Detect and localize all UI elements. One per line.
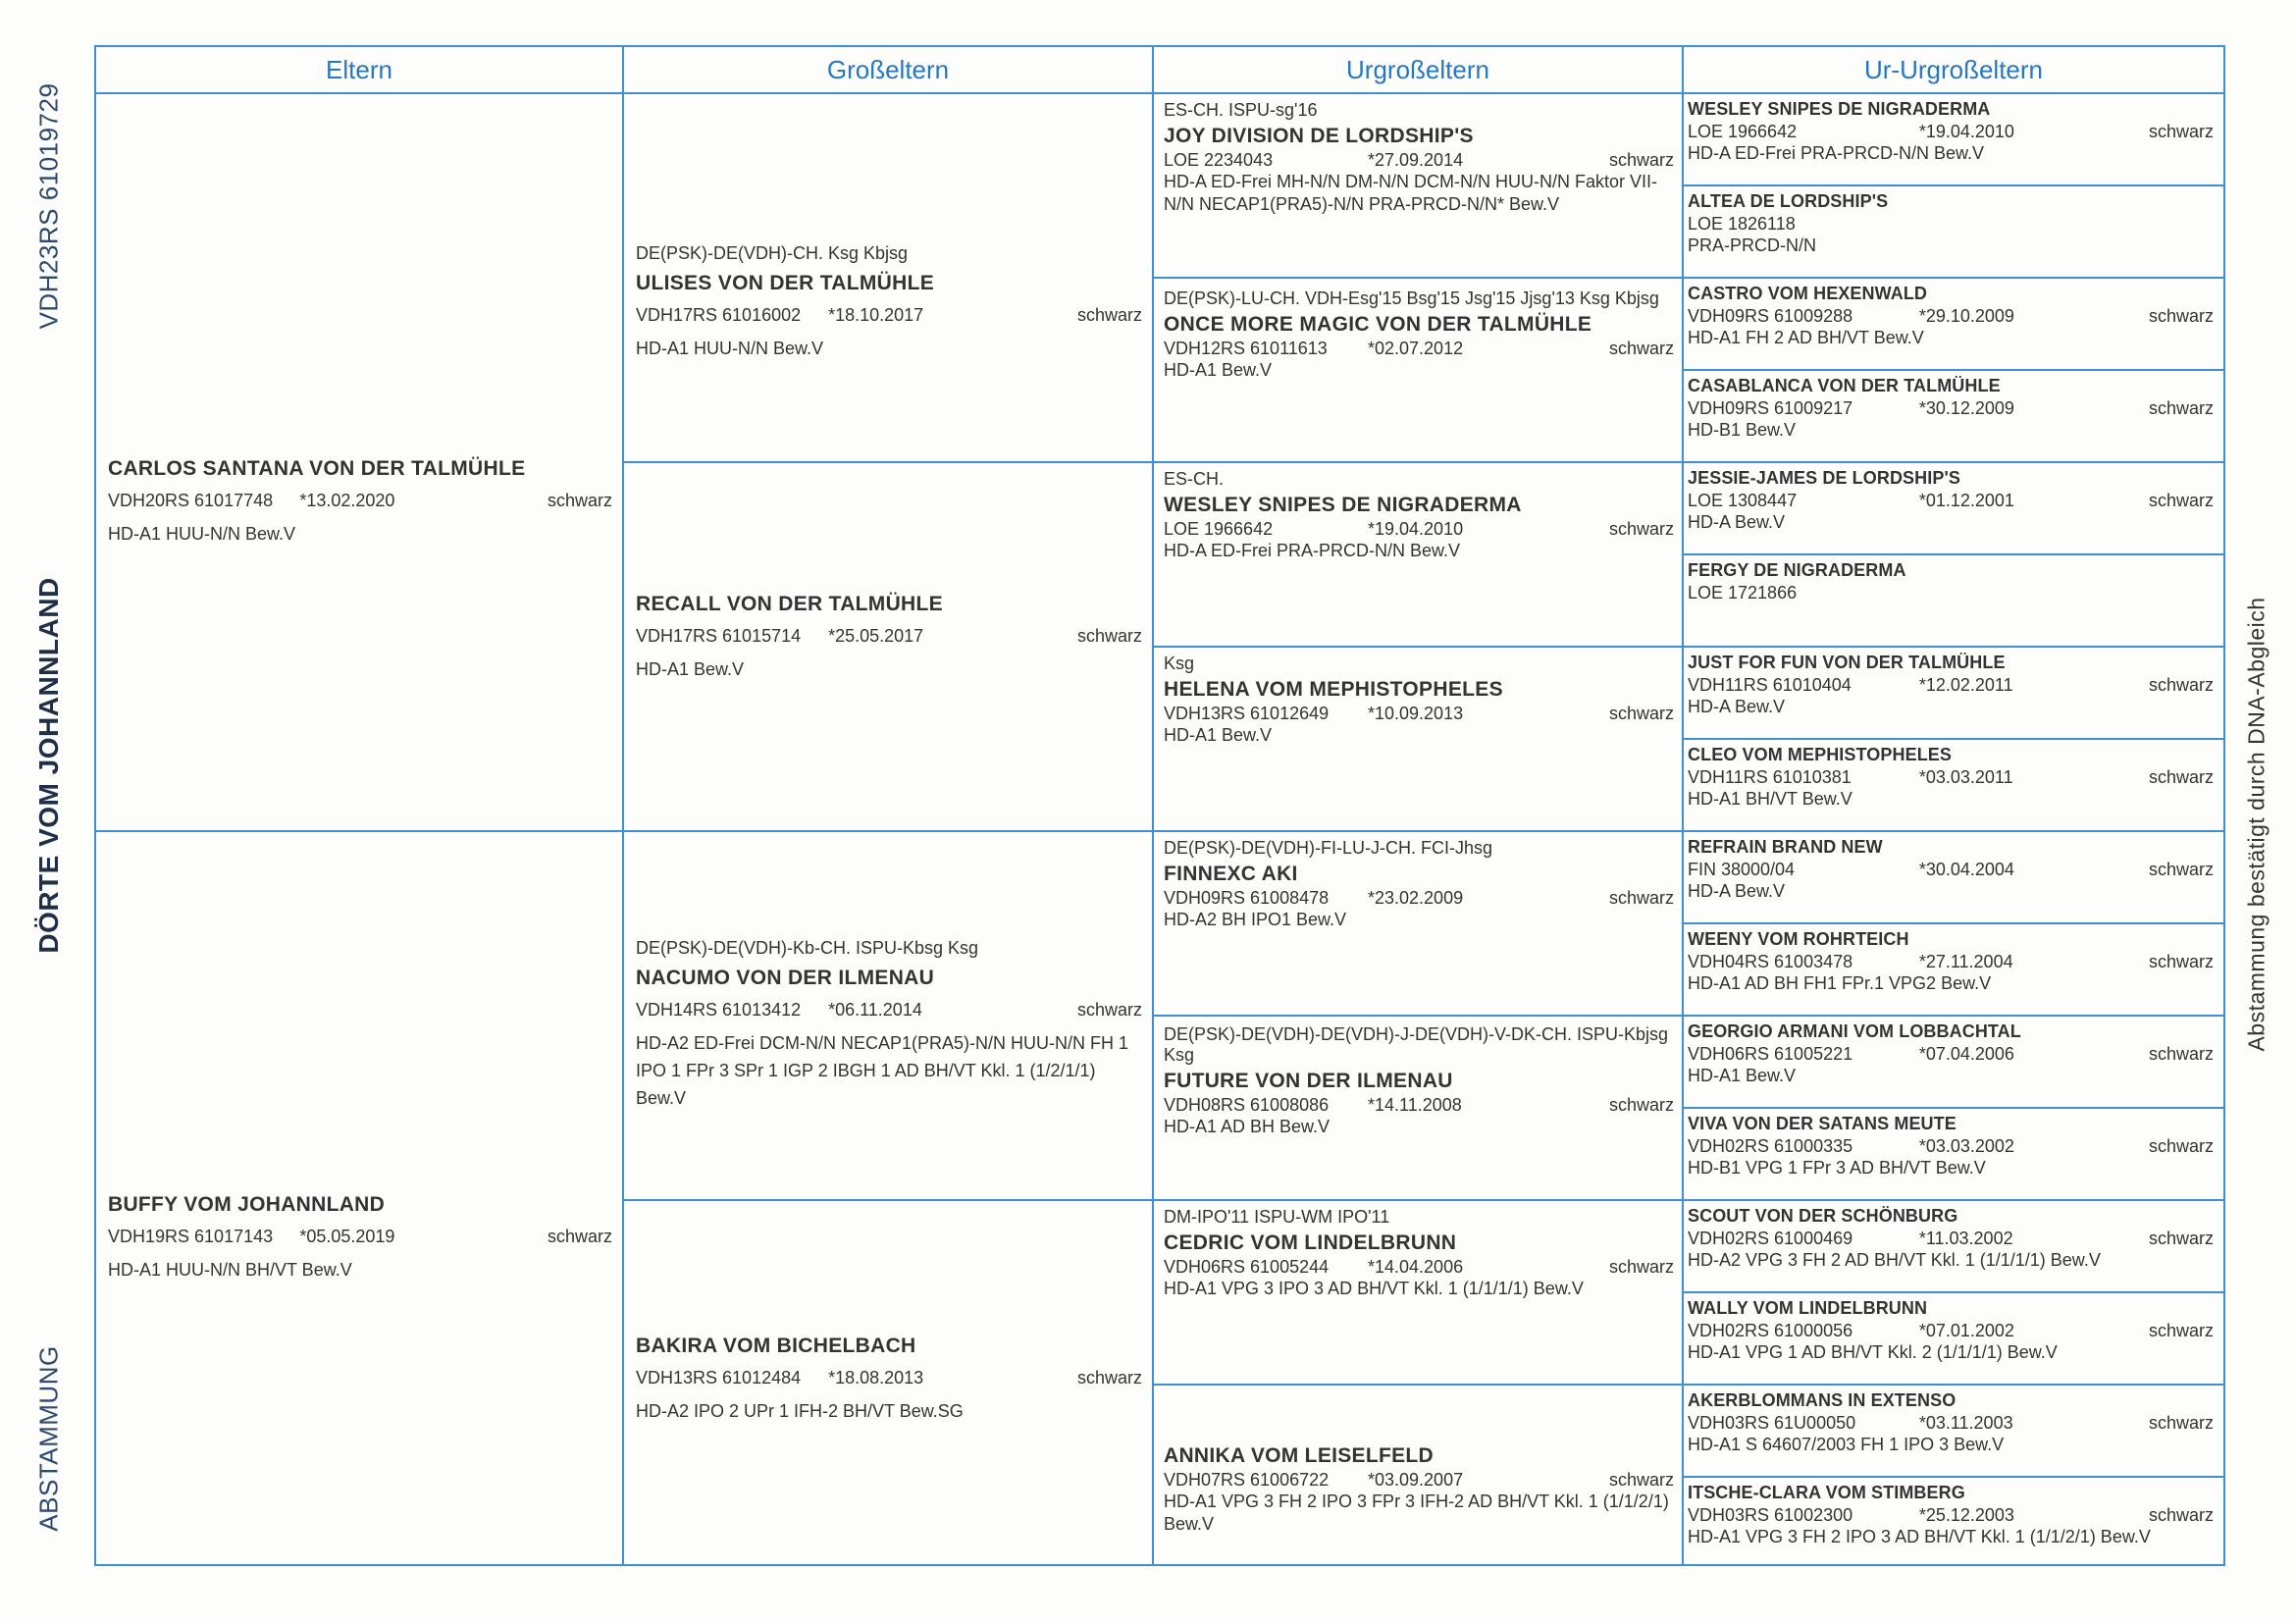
great-grandparent-cell [1154, 94, 1684, 279]
registration: VDH09RS 61009288 [1688, 306, 1853, 326]
registration: VDH12RS 61011613 [1164, 339, 1328, 358]
registration: VDH02RS 61000335 [1688, 1136, 1853, 1156]
coat-color: schwarz [1076, 305, 1142, 325]
coat-color: schwarz [1608, 1095, 1674, 1115]
registration-line [636, 305, 1142, 326]
health-results: HD-B1 VPG 1 FPr 3 AD BH/VT Bew.V [1688, 1158, 1986, 1178]
great-great-grandparent-cell [1684, 186, 2223, 279]
header-parents: Eltern [96, 47, 624, 92]
grandparent-cell [624, 463, 1154, 832]
birth-date: *19.04.2010 [1918, 122, 2014, 141]
pedigree-entry [1684, 1298, 2223, 1364]
coat-color: schwarz [1608, 888, 1674, 908]
birth-date: *30.12.2009 [1918, 398, 2014, 418]
dog-name: NACUMO VON DER ILMENAU [636, 967, 935, 989]
dog-name: JESSIE-JAMES DE LORDSHIP'S [1688, 468, 1960, 488]
health-results: HD-A1 Bew.V [636, 659, 745, 679]
coat-color: schwarz [1608, 1470, 1674, 1490]
birth-date: *19.04.2010 [1368, 519, 1464, 539]
great-great-grandparent-cell [1684, 924, 2223, 1017]
dog-name: ALTEA DE LORDSHIP'S [1688, 191, 1889, 211]
dog-name: ANNIKA VOM LEISELFELD [1164, 1444, 1435, 1467]
great-grandparent-cell [1154, 463, 1684, 648]
dog-name: CASTRO VOM HEXENWALD [1688, 284, 1928, 303]
registration-line [636, 1000, 1142, 1021]
great-grandparent-cell [1154, 648, 1684, 832]
dog-name: ONCE MORE MAGIC VON DER TALMÜHLE [1164, 313, 1592, 336]
great-grandparent-cell [1154, 1017, 1684, 1201]
registration: VDH08RS 61008086 [1164, 1095, 1330, 1115]
pedigree-entry [1154, 838, 1682, 931]
birth-date: *10.09.2013 [1368, 704, 1464, 723]
coat-color: schwarz [2148, 1413, 2214, 1433]
dog-name: REFRAIN BRAND NEW [1688, 837, 1883, 857]
birth-date: *27.09.2014 [1368, 150, 1464, 170]
registration-line [1688, 583, 2214, 603]
dog-name: CEDRIC VOM LINDELBRUNN [1164, 1231, 1457, 1254]
header-great-grandparents: Urgroßeltern [1154, 47, 1684, 92]
dog-name: ITSCHE-CLARA VOM STIMBERG [1688, 1483, 1965, 1502]
registration-line [1164, 1095, 1674, 1116]
dog-name: FERGY DE NIGRADERMA [1688, 560, 1906, 580]
health-results: HD-A1 BH/VT Bew.V [1688, 789, 1852, 809]
pedigree-entry [1684, 560, 2223, 603]
registration: LOE 1721866 [1688, 583, 1798, 602]
great-grandparent-cell [1154, 1201, 1684, 1386]
pedigree-entry [1684, 745, 2223, 811]
birth-date: *02.07.2012 [1368, 339, 1464, 358]
dog-name: FUTURE VON DER ILMENAU [1164, 1070, 1453, 1092]
coat-color: schwarz [1608, 519, 1674, 539]
coat-color: schwarz [547, 491, 612, 510]
header-grandparents: Großeltern [624, 47, 1154, 92]
great-great-grandparent-cell [1684, 1017, 2223, 1109]
health-results: HD-A1 HUU-N/N BH/VT Bew.V [108, 1260, 352, 1280]
health-results: HD-A Bew.V [1688, 512, 1786, 532]
great-great-grandparent-cell [1684, 1478, 2223, 1564]
health-results: HD-A1 FH 2 AD BH/VT Bew.V [1688, 328, 1924, 347]
registration-line [1688, 1044, 2214, 1065]
registration: VDH19RS 61017143 [108, 1227, 274, 1246]
parent-cell [96, 832, 624, 1564]
great-great-grandparent-cell [1684, 94, 2223, 186]
registration: VDH04RS 61003478 [1688, 952, 1853, 971]
health-results: HD-A1 VPG 3 FH 2 IPO 3 FPr 3 IFH-2 AD BH/VT Kkl. 1 (1/1/2/1) Bew.V [1164, 1492, 1669, 1535]
health-results: HD-A1 Bew.V [1164, 360, 1273, 380]
registration-line [1164, 339, 1674, 359]
pedigree-entry [1684, 284, 2223, 349]
birth-date: *06.11.2014 [828, 1000, 922, 1020]
registration-line [1688, 1321, 2214, 1341]
health-results: HD-A2 VPG 3 FH 2 AD BH/VT Kkl. 1 (1/1/1/1) Bew.V [1688, 1250, 2101, 1270]
great-great-grandparent-cell [1684, 279, 2223, 371]
great-great-grandparent-cell [1684, 371, 2223, 463]
dog-name: CASABLANCA VON DER TALMÜHLE [1688, 376, 2001, 395]
registration: VDH20RS 61017748 [108, 491, 274, 510]
birth-date: *25.12.2003 [1918, 1505, 2014, 1525]
pedigree-entry [1684, 1390, 2223, 1456]
coat-color: schwarz [2148, 398, 2214, 418]
birth-date [1919, 583, 2214, 603]
pedigree-entry [1154, 654, 1682, 747]
dog-name: CLEO VOM MEPHISTOPHELES [1688, 745, 1953, 764]
dog-name: WESLEY SNIPES DE NIGRADERMA [1688, 99, 1991, 119]
pedigree-entry [1684, 1114, 2223, 1179]
pedigree-entry [1154, 1024, 1682, 1138]
registration-line [1688, 1505, 2214, 1526]
pedigree-entry [1154, 1207, 1682, 1300]
coat-color: schwarz [1608, 704, 1674, 723]
pedigree-entry [624, 243, 1152, 363]
health-results: HD-A Bew.V [1688, 881, 1786, 901]
dog-name: SCOUT VON DER SCHÖNBURG [1688, 1206, 1958, 1226]
pedigree-entry [1684, 99, 2223, 165]
coat-color: schwarz [2148, 1321, 2214, 1340]
registration: FIN 38000/04 [1688, 860, 1796, 879]
pedigree-entry [96, 457, 622, 549]
birth-date: *29.10.2009 [1918, 306, 2014, 326]
health-results: HD-A1 S 64607/2003 FH 1 IPO 3 Bew.V [1688, 1435, 2005, 1454]
registration: VDH06RS 61005244 [1164, 1257, 1330, 1277]
registration-line [636, 1368, 1142, 1388]
registration-line [1164, 1257, 1674, 1278]
pedigree-entry [1684, 1483, 2223, 1548]
great-great-grandparent-cell [1684, 1201, 2223, 1293]
registration: VDH03RS 61002300 [1688, 1505, 1853, 1525]
registration: VDH09RS 61008478 [1164, 888, 1330, 908]
health-results: HD-A2 IPO 2 UPr 1 IFH-2 BH/VT Bew.SG [636, 1401, 964, 1421]
titles: DE(PSK)-DE(VDH)-FI-LU-J-CH. FCI-Jhsg [1164, 838, 1492, 858]
header-great-great-grandparents: Ur-Urgroßeltern [1863, 54, 2044, 84]
great-grandparent-cell [1154, 1386, 1684, 1564]
pedigree-entry [624, 593, 1152, 684]
registration-line [1164, 519, 1674, 540]
pedigree-table [94, 45, 2225, 1566]
dog-name: BAKIRA VOM BICHELBACH [636, 1335, 916, 1357]
birth-date: *03.09.2007 [1368, 1470, 1464, 1490]
coat-color: schwarz [1608, 1257, 1674, 1277]
titles: DE(PSK)-DE(VDH)-DE(VDH)-J-DE(VDH)-V-DK-CH. ISPU-Kbjsg Ksg [1164, 1024, 1669, 1065]
pedigree-entry [1684, 1206, 2223, 1272]
birth-date: *18.08.2013 [828, 1368, 924, 1387]
titles: ES-CH. [1164, 469, 1225, 489]
birth-date: *18.10.2017 [828, 305, 924, 325]
health-results: HD-A ED-Frei PRA-PRCD-N/N Bew.V [1688, 143, 1985, 163]
health-results: PRA-PRCD-N/N [1688, 236, 1817, 255]
coat-color: schwarz [2148, 491, 2214, 510]
birth-date: *13.02.2020 [299, 491, 395, 510]
pedigree-entry [624, 1335, 1152, 1426]
registration-line [636, 626, 1142, 647]
registration: VDH11RS 61010381 [1688, 767, 1852, 787]
registration-line [1164, 704, 1674, 724]
dog-registration-number: VDH23RS 61019729 [33, 82, 64, 330]
health-results: HD-A1 AD BH FH1 FPr.1 VPG2 Bew.V [1688, 973, 1992, 993]
coat-color: schwarz [2148, 122, 2214, 141]
great-grandparent-cell [1154, 279, 1684, 463]
great-great-grandparent-cell [1684, 832, 2223, 924]
health-results: HD-A1 HUU-N/N Bew.V [108, 524, 296, 544]
registration-line [1688, 860, 2214, 880]
coat-color: schwarz [1608, 339, 1674, 358]
dog-name: BUFFY VOM JOHANNLAND [108, 1193, 386, 1216]
grandparent-cell [624, 832, 1154, 1201]
health-results: HD-A1 HUU-N/N Bew.V [636, 339, 824, 358]
registration-line [1688, 1413, 2214, 1434]
titles: DE(PSK)-LU-CH. VDH-Esg'15 Bsg'15 Jsg'15 Jjsg'13 Ksg Kbjsg [1164, 288, 1659, 308]
grandparent-cell [624, 1201, 1154, 1564]
coat-color: schwarz [2148, 1136, 2214, 1156]
health-results: HD-A ED-Frei PRA-PRCD-N/N Bew.V [1164, 541, 1461, 560]
pedigree-entry [1154, 1444, 1682, 1537]
registration-line [1164, 150, 1674, 171]
coat-color: schwarz [2148, 1044, 2214, 1064]
coat-color: schwarz [2148, 952, 2214, 971]
birth-date [1919, 214, 2214, 235]
dog-name: FINNEXC AKI [1164, 863, 1298, 885]
pedigree-entry [1684, 191, 2223, 257]
health-results: HD-A ED-Frei MH-N/N DM-N/N DCM-N/N HUU-N/N Faktor VII-N/N NECAP1(PRA5)-N/N PRA-PRCD-N/N* Bew.V [1164, 172, 1657, 215]
coat-color: schwarz [1076, 1000, 1142, 1020]
health-results: HD-A Bew.V [1688, 697, 1786, 716]
birth-date: *12.02.2011 [1918, 675, 2013, 695]
registration: VDH06RS 61005221 [1688, 1044, 1853, 1064]
dog-name: WEENY VOM ROHRTEICH [1688, 929, 1909, 949]
birth-date: *14.11.2008 [1368, 1095, 1462, 1115]
registration: VDH17RS 61015714 [636, 626, 802, 646]
birth-date: *27.11.2004 [1918, 952, 2013, 971]
health-results: HD-A1 Bew.V [1164, 725, 1273, 745]
dog-name: GEORGIO ARMANI VOM LOBBACHTAL [1688, 1021, 2021, 1041]
birth-date: *11.03.2002 [1918, 1229, 2013, 1248]
registration-line [1688, 952, 2214, 972]
registration-line [1688, 306, 2214, 327]
pedigree-entry [96, 1193, 622, 1284]
titles: DE(PSK)-DE(VDH)-Kb-CH. ISPU-Kbsg Ksg [636, 938, 979, 958]
coat-color: schwarz [547, 1227, 612, 1246]
pedigree-entry [1684, 468, 2223, 534]
dog-name: DÖRTE VOM JOHANNLAND [33, 577, 64, 954]
titles: Ksg [1164, 654, 1195, 673]
birth-date: *07.01.2002 [1918, 1321, 2014, 1340]
dog-name: VIVA VON DER SATANS MEUTE [1688, 1114, 1957, 1133]
pedigree-entry [1684, 653, 2223, 718]
coat-color: schwarz [2148, 675, 2214, 695]
health-results: HD-A1 VPG 3 IPO 3 AD BH/VT Kkl. 1 (1/1/1/1) Bew.V [1164, 1279, 1584, 1298]
grandparent-cell [624, 94, 1154, 463]
registration-line [1164, 1470, 1674, 1491]
registration: VDH17RS 61016002 [636, 305, 802, 325]
birth-date: *07.04.2006 [1918, 1044, 2014, 1064]
great-great-grandparent-cell [1684, 1386, 2223, 1478]
dog-name: AKERBLOMMANS IN EXTENSO [1688, 1390, 1957, 1410]
health-results: HD-A2 ED-Frei DCM-N/N NECAP1(PRA5)-N/N HUU-N/N FH 1 IPO 1 FPr 3 SPr 1 IGP 2 IBGH 1 AD BH/VT Kkl. 1 (1/2/1/1) Bew.V [636, 1033, 1129, 1108]
pedigree-entry [1684, 929, 2223, 995]
registration-line [108, 491, 612, 511]
registration: VDH13RS 61012484 [636, 1368, 802, 1387]
registration: VDH11RS 61010404 [1688, 675, 1852, 695]
dog-name: RECALL VON DER TALMÜHLE [636, 593, 943, 615]
great-great-grandparent-cell [1684, 1293, 2223, 1386]
registration: VDH13RS 61012649 [1164, 704, 1330, 723]
pedigree-entry [1684, 1021, 2223, 1087]
registration: VDH07RS 61006722 [1164, 1470, 1330, 1490]
registration: LOE 1308447 [1688, 491, 1798, 510]
registration-line [1164, 888, 1674, 909]
coat-color: schwarz [2148, 767, 2214, 787]
great-great-grandparent-cell [1684, 648, 2223, 740]
registration-line [108, 1227, 612, 1247]
coat-color: schwarz [2148, 860, 2214, 879]
registration-line [1688, 1136, 2214, 1157]
coat-color: schwarz [1076, 626, 1142, 646]
birth-date: *03.03.2002 [1918, 1136, 2014, 1156]
registration-line [1688, 214, 2214, 235]
dog-name: ULISES VON DER TALMÜHLE [636, 272, 935, 294]
health-results: HD-A1 VPG 1 AD BH/VT Kkl. 2 (1/1/1/1) Bew.V [1688, 1342, 2058, 1362]
left-side-labels [20, 59, 78, 1570]
health-results: HD-A1 Bew.V [1688, 1066, 1797, 1085]
registration: LOE 1966642 [1688, 122, 1798, 141]
coat-color: schwarz [1076, 1368, 1142, 1387]
birth-date: *23.02.2009 [1368, 888, 1464, 908]
pedigree-entry [1684, 376, 2223, 442]
pedigree-entry [624, 938, 1152, 1113]
dna-confirmation-note: Abstammung bestätigt durch DNA-Abgleich [2243, 597, 2270, 1052]
great-great-grandparent-cell [1684, 555, 2223, 648]
health-results: HD-A1 AD BH Bew.V [1164, 1117, 1331, 1136]
registration-line [1688, 767, 2214, 788]
registration-line [1688, 398, 2214, 419]
great-grandparent-cell [1154, 832, 1684, 1017]
pedigree-entry [1684, 837, 2223, 903]
titles: ES-CH. ISPU-sg'16 [1164, 100, 1318, 120]
registration: LOE 1826118 [1688, 214, 1796, 234]
registration: LOE 2234043 [1164, 150, 1274, 170]
health-results: HD-A1 VPG 3 FH 2 IPO 3 AD BH/VT Kkl. 1 (1/1/2/1) Bew.V [1688, 1527, 2151, 1546]
registration-line [1688, 122, 2214, 142]
right-side-note [2227, 530, 2286, 1119]
registration-line [1688, 675, 2214, 696]
birth-date: *14.04.2006 [1368, 1257, 1464, 1277]
birth-date: *25.05.2017 [828, 626, 924, 646]
dog-name: JUST FOR FUN VON DER TALMÜHLE [1688, 653, 2006, 672]
parent-cell [96, 94, 624, 832]
pedigree-entry [1154, 469, 1682, 562]
registration-line [1688, 1229, 2214, 1249]
section-title: ABSTAMMUNG [33, 1345, 64, 1532]
health-results: HD-A2 BH IPO1 Bew.V [1164, 910, 1347, 929]
registration-line [1688, 491, 2214, 511]
titles: DM-IPO'11 ISPU-WM IPO'11 [1164, 1207, 1390, 1227]
birth-date: *05.05.2019 [299, 1227, 395, 1246]
registration: VDH02RS 61000469 [1688, 1229, 1853, 1248]
registration: VDH03RS 61U00050 [1688, 1413, 1856, 1433]
dog-name: JOY DIVISION DE LORDSHIP'S [1164, 125, 1474, 147]
coat-color: schwarz [2148, 1229, 2214, 1248]
great-great-grandparent-cell [1684, 463, 2223, 555]
registration: VDH09RS 61009217 [1688, 398, 1853, 418]
birth-date: *01.12.2001 [1918, 491, 2014, 510]
registration: VDH02RS 61000056 [1688, 1321, 1853, 1340]
titles: DE(PSK)-DE(VDH)-CH. Ksg Kbjsg [636, 243, 909, 263]
pedigree-entry [1154, 100, 1682, 217]
birth-date: *03.03.2011 [1918, 767, 2013, 787]
birth-date: *03.11.2003 [1918, 1413, 2013, 1433]
pedigree-entry [1154, 288, 1682, 382]
great-great-grandparent-cell [1684, 740, 2223, 832]
registration: VDH14RS 61013412 [636, 1000, 802, 1020]
dog-name: WALLY VOM LINDELBRUNN [1688, 1298, 1928, 1318]
coat-color: schwarz [2148, 306, 2214, 326]
coat-color: schwarz [2148, 1505, 2214, 1525]
dog-name: HELENA VOM MEPHISTOPHELES [1164, 678, 1503, 701]
registration: LOE 1966642 [1164, 519, 1274, 539]
great-great-grandparent-cell [1684, 1109, 2223, 1201]
health-results: HD-B1 Bew.V [1688, 420, 1797, 440]
birth-date: *30.04.2004 [1918, 860, 2014, 879]
dog-name: CARLOS SANTANA VON DER TALMÜHLE [108, 457, 526, 480]
coat-color: schwarz [1608, 150, 1674, 170]
dog-name: WESLEY SNIPES DE NIGRADERMA [1164, 494, 1522, 516]
